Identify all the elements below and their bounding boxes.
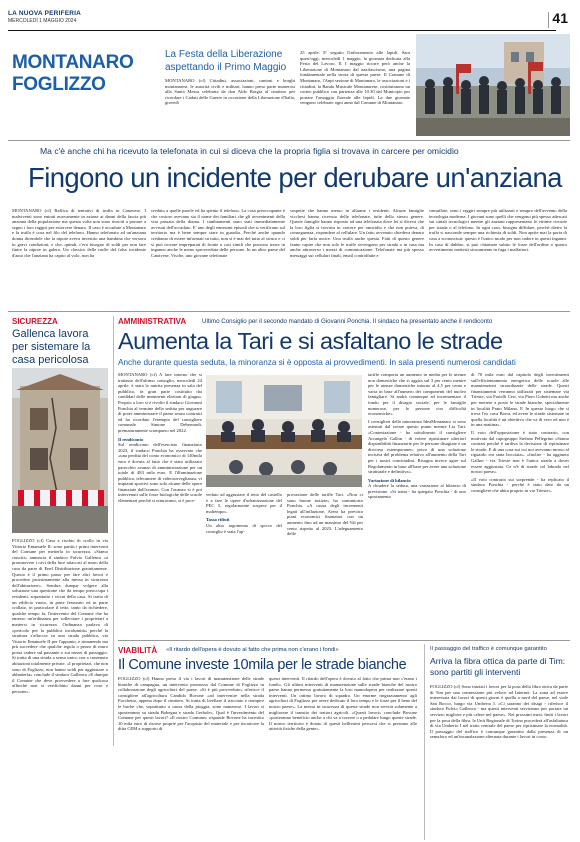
tari-column-1 (118, 372, 202, 634)
top-story-headline-line-1: La Festa della Liberazione (165, 49, 283, 60)
tari-column-3: provazione delle tariffe Tari. «Non ci sono buone notizie» ha comunicato Ponchia. «A causa degli incrementi legati all'inflazione, Arera ha previsto piani economici finanziari con un aumento fino ad un massimo del %6 per cento rispetto al 2023. L'adeguamento delle (287, 492, 363, 537)
tari-column-2-text: veduto ad aggiustare il tetto del castello e a fare le opere d'urbanizzazione del PEC 5, regolarmente sospese per il maltempo». (206, 492, 282, 514)
tari-headline: Aumenta la Tari e si asfaltano le strade (118, 328, 503, 354)
issue-date: MERCOLEDÌ 1 MAGGIO 2024 (8, 18, 77, 24)
tari-label-subtitle: Ultimo Consiglio per il secondo mandato di Giovanni Ponchia. Il sindaco ha presentato anche il rendiconto (202, 318, 493, 325)
viability-divider (424, 644, 425, 840)
tari-subheading-variazione: Variazione di bilancio (368, 477, 411, 483)
viability-label-subtitle: «Il ritardo dell'opera è dovuto al fatto che prima non c'erano i fondi» (166, 647, 339, 653)
tari-column-5b-text: Il voto dell'opposizione è stato contrario, con motivato dal capogruppo Stefano Pellegrino «Siamo contrari perché è tardiva la decisione di ripristinare le strade. E di una cosa sui cui noi avevamo mosso al riguardo era stata bocciata». «Inoltre - ha aggiunto Gallon - via Trieste non è l'unica strada a dover essere aggiustata. Ce n'è di strade col labrado nel nostro paese». (471, 429, 569, 475)
commemoration-photo (416, 34, 570, 136)
tari-column-4b-text: I consiglieri della minoranza IdeaMontanaro si sono astenuti dal votare questo punto mentre Lia Tarì. «Contestazione - ha sottolineato il consigliere Arcangelo Gallon - di volere ripristinare ulteriori disponibilità finanziarie per le persone disagiate è un discorso estemporaneo, privo di una soluzione incisiva del problema relativo all'aumento della Tari per i nostri concittadini. Bisogna invece agire sul Regolamento in base all'base per avere una soluzione strutturale e definitiva». (368, 418, 466, 475)
top-story-headline-line-2: aspettando il Primo Maggio (165, 61, 287, 73)
viability-column-1: FOGLIZZO (cf) Hanno preso il via i lavori di manutenzione delle strade bianche di campagna, un intervento promosso dal Comune di Foglizzo in collaborazione degli agricoltori del paese. «Si è più provveduto» riferisce il consigliere all'agricoltura Candido Bovone «ad intervenire nella strada Fucchetto, appena dopo il cimitero. Si tratta di livellare il tracciato e riempire le buche che, soprattutto a causa della pioggia, sono numerose. I lavori si sposteranno su strada Bobegna e strada Gerbole». Qual è l'investimento del Comune per questi lavori? «Il nostro Comune» risponde Bovone ha investito 10 mila euro di risorse proprie per l'acquisto del materiale e per incaricare la ditta CEM a supporto di (118, 676, 264, 732)
main-story-top-rule (8, 140, 570, 141)
tari-column-4 (368, 372, 466, 634)
main-story-kicker: Ma c'è anche chi ha ricevuto la telefonata in cui si diceva che la propria figlia si trovava in carcere per omicidio (40, 146, 459, 156)
fiber-headline: Arriva la fibra ottica da parte di Tim: sono partiti gli interventi (430, 656, 566, 677)
main-story-headline: Fingono un incidente per derubare un'anziana (28, 162, 562, 193)
top-story-column-1: MONTANARO (cf) Cittadini, associazioni, cantoni e borghi montanaresi, le autorità civili e militari, hanno preso parte numerosi alla Santa Messa celebrata da don Aldo Borgia al cimitero per ricordare i Caduti delle Guerre in occasione della Liberazione d'Italia, giovedì (165, 78, 295, 106)
main-story-column-2: creduto a quelle parole ed ha spento il telefono. La cosa preoccupante è che costoro avevano sia il nome dei familiari che gli avvenimenti della vita passata della donna. I cambiamenti sono stati immediatamente avvisati dell'accaduto. E' uno degli ennesimi episodi che si verificano sul territorio ma è bene sempre stare in guardia. Perché anche quando crediamo di essere informati su tutto, non si è mai del tutto al sicuro e ci si può trovare impreparati di fronte a casi simili che possono trarre in inganno anche le meno sprovveduta delle persone. In un altro paese del Canavese, Vische, uno giovane telefonate (151, 208, 285, 258)
sidebar-text: FOGLIZZO (cf) Casa a rischio di crollo in via Vittorio Emanuele II: sono partiti i primi interventi del Comune per metterla in sicurezza. «Siamo riusciti» annuncia il sindaco Fulvio Gallenca «a promuovere i cavi della luce attaccati al muro della casa da parte di Enel Distribuzione gratuitamente. Questo è il primo passo per fare altri lavori e procedere prossimamente alla messa in sicurezza dell'abitazione». Sembra dunque volgere alla soluzione una questione che da tempo preoccupa i residenti, soprattutto i vicini della casa. Si tratta di un edificio vuoto, in parte fessurato ed in parte crollato, in particolare il tetto, tanto da richiedere, qualche tempo fa, l'intervento del Comune che ha emesso un'ordinanza per sollecitare i proprietari a mettersi in sicurezza. Ordinanza parlava di «pericolo per la pubblica incolumità» perché la struttura s'affaccia su una strada pubblica, via Vittorio Emanuele II per l'appunto, e rimanendo ma più succedere che qualche tegola o pezzo di muro possa cadere sul passante o sui mezzi di passaggio. Si tratta di una strada a senso unico con a contenuto abitazioni totalmente private. «I proprietari, che non sono di Foglizzo, non hanno soldi per aggiustare o abbatterla» conclude il sindaco Gallenca «E dunque il Comune che deve provvedere a fare qualcosa affinché non si verifichino danni per cose e persone». (12, 538, 108, 695)
main-story-column-4: camuffate, sono i raggiri sempre più utilizzati e sempre dell'avvento della tecnologia moderna. I giovani sono quelli che vengono più spesso adescati sui canali tecnologici mentre gli anziani rappresentano le vittime circuite per strada o al telefono. In ogni caso, bisogna diffidare, perché dietro la truffa si nasconde sempre una richiesta di soldi. Non aprite mai la porta di casa a sconosciuti: questo è l'unico modo per non cadere in questi inganni. In caso di dubbio, si può chiamare subito le forze dell'ordine o questo avvertimento mettesti sicuramente in fuga i malfattori. (429, 208, 567, 253)
sidebar-divider (113, 316, 114, 746)
tari-column-5-text: di 70 mila euro dal capitolo degli investimenti sull'efficientamento energetico delle scuole alle manutenzioni straordinarie delle strade. Questi finanziamenti verranno utilizzati per sistemare via Trieste, via Fratelli Ceri, via Piero Gobetti ma anche per mettere a posto le strade bianche, specialmente in località Prato Milano. F. In questo luogo che si trova l'ex cava Borra, ed avere le strade sistemate in quella località è un obiettivo che va di vero ed non è in una mattina». (471, 372, 569, 428)
masthead (8, 10, 568, 30)
tari-subhead: Anche durante questa seduta, la minoranza si è opposta ai provvedimenti. In sala presenti numerosi candidati (118, 358, 516, 367)
sidebar-headline: Gallenca lavora per sistemare la casa pericolosa (12, 328, 91, 366)
dangerous-house-photo (12, 368, 108, 533)
tari-column-1b-text: Sul rendiconto dell'esercizio finanziario 2023, il sindaco Ponchia ha osservato che «una perdita del conto economico di 140mila euro è dovuta al fatto che è stato utilizzato parecchio avanzo di amministrazione per un totale di 483 mila euro. E l'illuminazione pubblica, telecamere di videosorveglianza, vi impianti sportivi sono solo alcune delle opere finanziate dall'avanzo. Con l'avanzo si è poi intervenuti sulle fosse biologiche delle scuole elementari perché si otturavano, si è prov- (118, 442, 202, 504)
top-story-headline (165, 49, 305, 74)
tari-column-2b-text: Un altro argomento di spicco del consiglio è stata l'ap- (206, 522, 282, 534)
tari-column-4-text: tariffe comporta un aumento in media per le utenze non domestiche che si aggira sul 3 per cento mentre per le utenze domestiche intorno al 4,5 per cento e varia in base all'numero dei componenti del nucleo famigliare. Si andrà comunque ad incrementare il fondo per il disagio sociale, per le famiglie numerose, per le persone con difficoltà economiche». (368, 372, 466, 417)
main-story-bottom-rule (8, 311, 570, 312)
fiber-kicker: Il passaggio del traffico è comunque garantito (430, 646, 547, 652)
tari-column-5 (471, 372, 569, 634)
page-number: 41 (552, 10, 568, 26)
top-story-place-2: FOGLIZZO (12, 74, 106, 95)
tari-label: AMMINISTRATIVA (118, 317, 187, 326)
tari-column-2 (206, 492, 282, 636)
viability-column-2: questi interventi. Il ritardo dell'opera è dovuto al fatto che prima non c'erano i fondi». Gli ultimi interventi di manutenzione sulle strade bianche del nostro paese hanno permesso gratuitamente la loro manodopera per realizzare questi interventi. Un ottimo lavoro di squadra. Un enorme ringraziamento agli agricoltori di Foglizzo per avere dedicato il loro tempo e le forze per il bene del nostro paese». La messa in sicurezza di queste strade non servirà solamente a migliorare il transito dei trattori agricoli. «Questi lavori» conclude Bovone «porteranno beneficio anche a chi va a correre o a pedalare lungo queste strade. Il nostro territorio è dotato di questi bellissimi percorsi che si prestano alle attività fisiche della gente». (269, 676, 417, 732)
top-story-column-2: 25 aprile. E' seguito l'infioramento alle lapidi. Sara quest'oggi, mercoledì 1 maggio, la giornata dedicata alla Festa del Lavoro. Il 1 maggio ricorre però anche la Liberazione di Montanaro dal nazifascismo, una pagina fondamentale nella storia di questo paese. Il Comune di Montanaro, l'Anpi sezione di Montanaro, le associazioni e i cittadini, la Banda Musicale Montanarese, costituiranno un corteo pubblico con partenza alle 10.30 dal Municipio per portare l'omaggio floreale alle lapidi. La due giornate vengono celebrate ogni anno dal Comune di Montanaro. (300, 50, 410, 106)
tari-subheading-rifiuti: Tassa rifiuti (206, 517, 230, 523)
main-story-column-1: MONTANARO (cf) Raffica di tentativi di truffa in Canavese. I malviventi sono entrati nuovamente in azione ai danni della fascia più anziana della popolazione ma questa volta non sono riusciti a portare a segno i loro raggiri per estorcere denaro. Il caso è accaduto a Montanaro e la truffa è cosa nel filo del telefono. Hanno telefonato ad un'anziana donna dicendole che la nipote aveva investito una bambina che versava in gravi condizioni, e che, quindi, c'era bisogno di soldi per non fare finire la nipote in galera. Un classico delle truffe del falso incidente d'auto che l'anziana ha capito al volo, non ha (12, 208, 146, 258)
main-story-column-3: sospette che hanno messo in allarme i residenti. Alcune famiglie vicchesi hanno ricevuto delle telefonate, tutte dello stesso genere. Queste famiglie hanno risposto ad una telefonata dove lei si diceva che la loro figlia si trovava in carcere per omicidio e che non poteva, di conseguenza, rispondere al cellulare. Un fatto avvenuto chiedeva denaro soldi per farla uscire. Una truffa anche questa. Fatti di questo genere fanno capire che non solo le truffe avvengono per strada o in casa ma anche attraverso i mezzi di comunicazione. Telefonate ma più spesso messaggi sui cellulari finali, email contraffatte e (290, 208, 424, 258)
top-story-place-1: MONTANARO (12, 52, 134, 73)
tari-subheading-rendiconto: Il rendiconto (118, 436, 144, 442)
viability-label: VIABILITÀ (118, 646, 158, 655)
fiber-text: FOGLIZZO (cf) Sono iniziati i lavori per la posa della fibra ottica da parte di Tim per una connessione più veloce ad Internet. La zona ad essere interessata dai lavori di questi giorni è quella a nord del paese, nel viale San Rocco, lungo via Umberto I. «Ci saranno dei disagi - riferisce il sindaco Fulvio Gallenca - ma questi interventi serviranno per portare un servizio migliore e più celere nel paese». Nei prossimi mesi, finiti i lavori per la posa della fibra, la Unit Regionale di Torino procederà all'asfaltatura di via Umberto I nel tratto centrale del paese per ripristinare la normalità. Il passaggio del traffico è comunque garantito dalla presenza di un semaforo ed un'incanalazione alternata durante i lavori in corso. (430, 684, 568, 740)
tari-bottom-rule (118, 640, 570, 641)
council-meeting-photo (206, 375, 362, 487)
tari-column-1-text: MONTANARO (cf) A fare intorno che si trattasse dell'ultimo consiglio, mercoledì 24 aprile, è stata la nutrita presenza in sala del pubblico, in gran parte costituito dai candidati delle imminenti elezioni di giugno. Proprio a loro si è rivolto il sindaco Giovanni Ponchia al termine della seduta per augurare di poter amministrare il paese senza contrasti ed ha ricordato l'esempio del consigliere comunale Simone Debernardi, prematuramente scomparso nel 2022. (118, 372, 202, 433)
page-number-divider (548, 12, 549, 28)
viability-headline: Il Comune investe 10mila per le strade bianche (118, 657, 407, 673)
tari-column-4c-text: A chiudere la seduta, una variazione al bilancio di previsione. «Si tratta - ha spiegato Ponchia - di uno spostamento (368, 483, 466, 500)
paper-name: LA NUOVA PERIFERIA (8, 10, 82, 17)
tari-column-5c-text: «Il voto contrario sui sorprende - ha replicato il sindaco Ponchia - perché è stato dato da un consigliere che abita proprio in via Trieste». (471, 476, 569, 493)
masthead-rule (8, 30, 556, 31)
sidebar-label: SICUREZZA (12, 317, 58, 326)
